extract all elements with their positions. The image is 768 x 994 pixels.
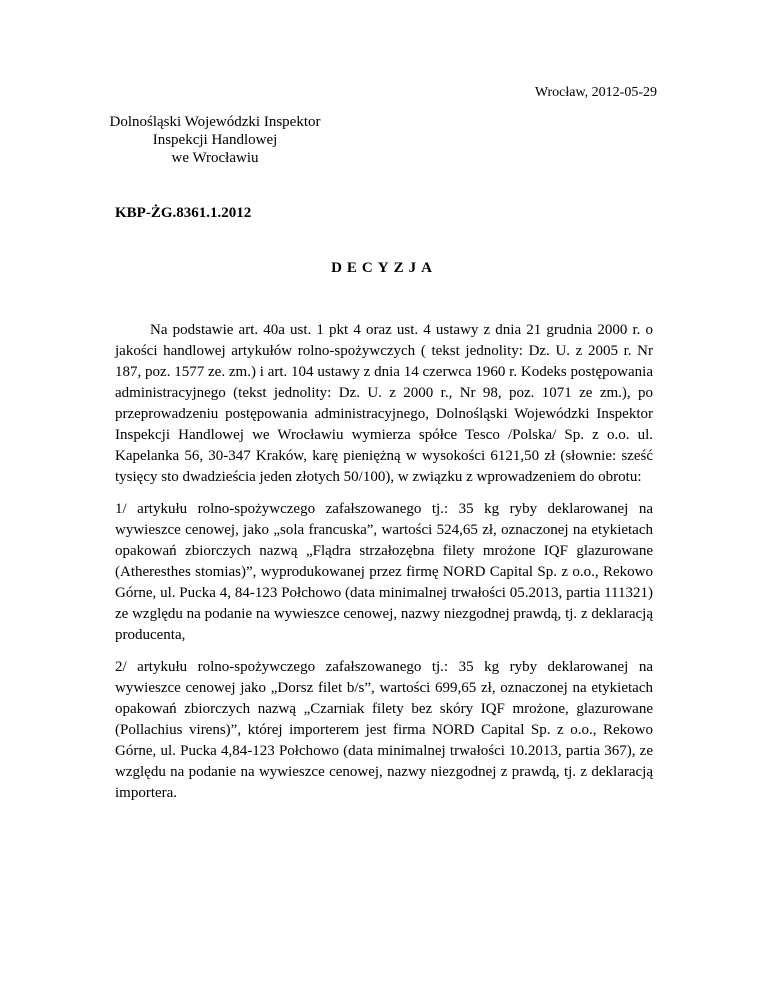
body-paragraph: Na podstawie art. 40a ust. 1 pkt 4 oraz ust. 4 ustawy z dnia 21 grudnia 2000 r. o jakości handlowej artykułów rolno-spożywczych ( tekst jednolity: Dz. U. z 2005 r. Nr 187, poz. 1577 ze. zm.) i art. 104 ustawy z dnia 14 czerwca 1960 r. Kodeks postępowania administracyjnego (tekst jednolity: Dz. U. z 2000 r., Nr 98, poz. 1071 ze zm.), po przeprowadzeniu postępowania administracyjnego, Dolnośląski Wojewódzki Inspektor Inspekcji Handlowej we Wrocławiu wymierza spółce Tesco /Polska/ Sp. z o.o. ul. Kapelanka 56, 30-347 Kraków, karę pieniężną w wysokości 6121,50 zł (słownie: sześć tysięcy sto dwadzieścia jeden złotych 50/100), w związku z wprowadzeniem do obrotu:	[115, 322, 653, 485]
sender-line: Dolnośląski Wojewódzki Inspektor	[109, 114, 321, 130]
sender-line: we Wrocławiu	[171, 150, 259, 166]
sender-block	[95, 113, 335, 167]
document-heading: DECYZJA	[331, 260, 437, 276]
document-body	[115, 320, 653, 815]
document-date: Wrocław, 2012-05-29	[534, 85, 657, 100]
sender-line: Inspekcji Handlowej	[152, 132, 278, 148]
body-paragraph: 2/ artykułu rolno-spożywczego zafałszowanego tj.: 35 kg ryby deklarowanej na wywieszce cenowej jako „Dorsz filet b/s”, wartości 699,65 zł, oznaczonej na etykietach opakowań zbiorczych nazwą „Czarniak filety bez skóry IQF mrożone, glazurowane (Pollachius virens)”, której importerem jest firma NORD Capital Sp. z o.o., Rekowo Górne, ul. Pucka 4,84-123 Połchowo (data minimalnej trwałości 10.2013, partia 367), ze względu na podanie na wywieszce cenowej, nazwy niezgodnej z prawdą, tj. z deklaracją importera.	[115, 659, 653, 801]
body-paragraph: 1/ artykułu rolno-spożywczego zafałszowanego tj.: 35 kg ryby deklarowanej na wywieszce cenowej, jako „sola francuska”, wartości 524,65 zł, oznaczonej na etykietach opakowań zbiorczych nazwą „Flądra strzałozębna filety mrożone IQF glazurowane (Atheresthes stomias)”, wyprodukowanej przez firmę NORD Capital Sp. z o.o., Rekowo Górne, ul. Pucka 4, 84-123 Połchowo (data minimalnej trwałości 05.2013, partia 111321) ze względu na podanie na wywieszce cenowej, nazwy niezgodnej prawdą, tj. z deklaracją producenta,	[115, 501, 653, 643]
reference-number: KBP-ŻG.8361.1.2012	[115, 205, 252, 221]
